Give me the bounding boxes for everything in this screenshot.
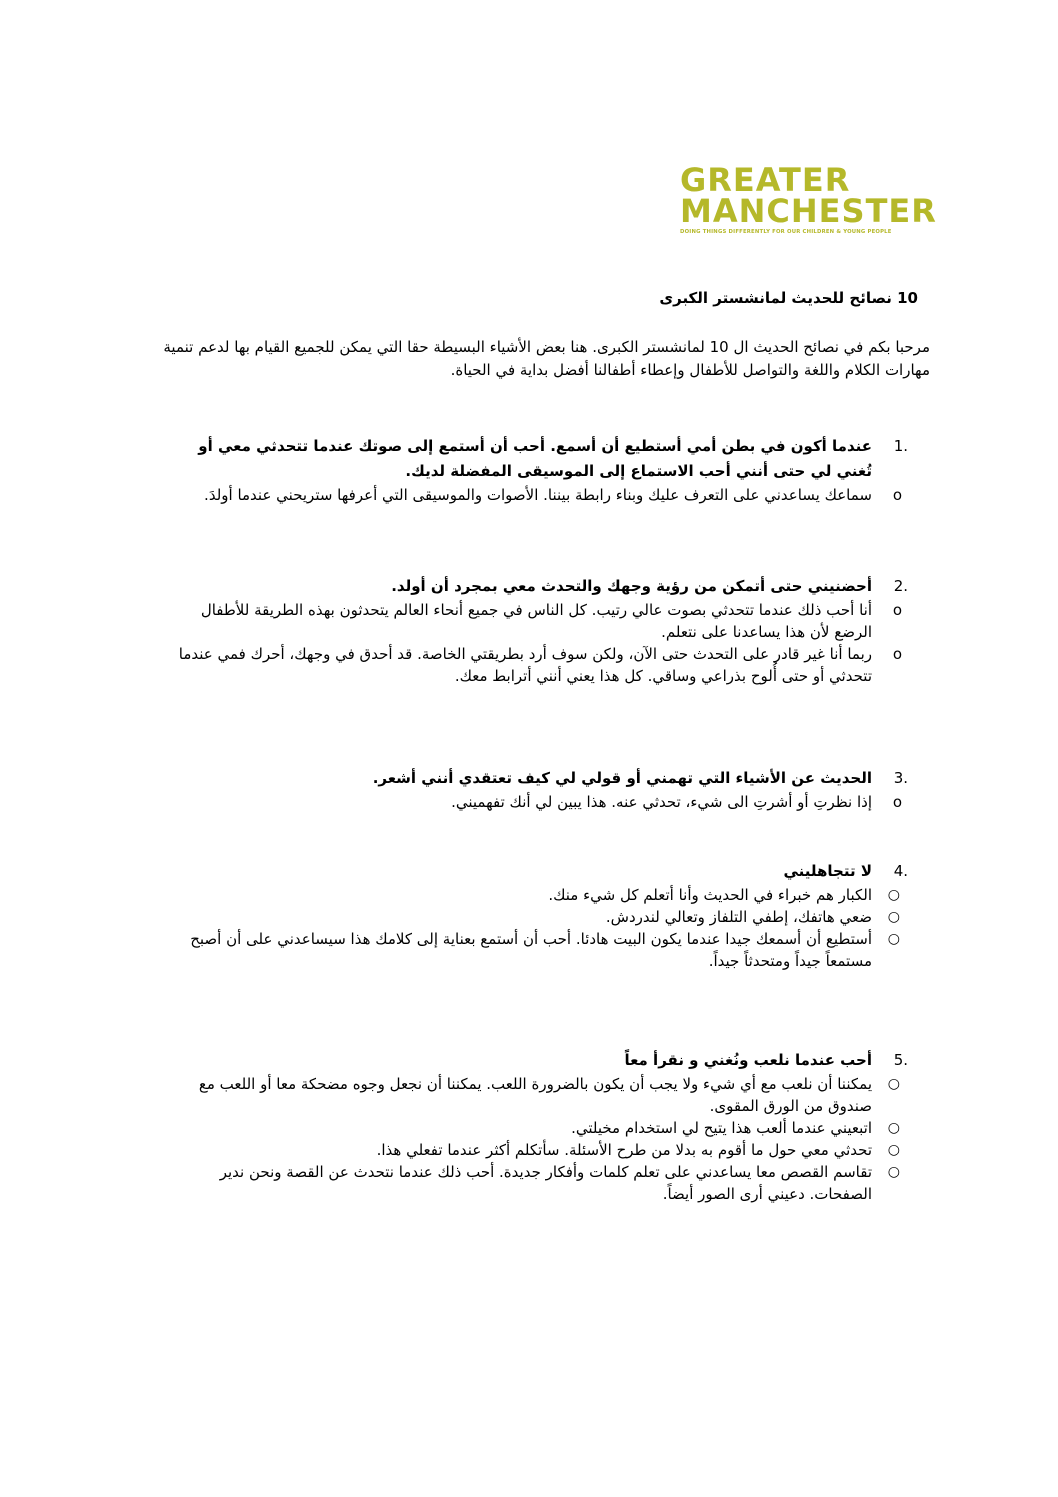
list-item <box>168 1139 908 1161</box>
tip-number: 4. <box>893 862 908 880</box>
tip-heading <box>173 766 908 791</box>
tip-heading-text: الحديث عن الأشياء التي تهمني أو قولي لي كيف تعتقدي أنني أشعر. <box>372 769 872 787</box>
tip-number: 3. <box>893 769 908 787</box>
logo-tagline: DOING THINGS DIFFERENTLY FOR OUR CHILDREN & YOUNG PEOPLE <box>680 229 892 235</box>
tip-bullet-list <box>178 484 908 506</box>
list-item-text: أنا أحب ذلك عندما تتحدثي بصوت عالي رتيب. كل الناس في جميع أنحاء العالم يتحدثون بهذه الطريقة للأطفال الرضع لأن هذا يساعدنا على نتعلم. <box>200 601 872 641</box>
intro-paragraph: مرحبا بكم في نصائح الحديث ال 10 لمانشستر الكبرى. هنا بعض الأشياء البسيطة حقا التي يمكن للجميع القيام بها لدعم تنمية مهارات الكلام واللغة والتواصل للأطفال وإعطاء أطفالنا أفضل بداية في الحياة. <box>163 338 930 379</box>
tip-heading-text: لا تتجاهليني <box>783 862 872 880</box>
list-item-text: أستطيع أن أسمعك جيدا عندما يكون البيت هادئا. أحب أن أستمع بعناية إلى كلامك هذا سيساعدني على أن أصبح مستمعاً جيداً ومتحدثاً جيداً. <box>190 930 872 970</box>
tip-heading <box>173 859 908 884</box>
tip-section-5 <box>168 1048 908 1205</box>
greater-manchester-logo <box>680 161 945 235</box>
list-item-text: سماعك يساعدني على التعرف عليك وبناء رابطة بيننا. الأصوات والموسيقى التي أعرفها ستريحني عندما أولدَ. <box>204 486 872 504</box>
logo-line-greater: GREATER <box>680 161 851 199</box>
list-item <box>168 1161 908 1205</box>
list-item-text: تحدثي معي حول ما أقوم به بدلا من طرح الأسئلة. سأتكلم أكثر عندما تفعلي هذا. <box>376 1141 872 1159</box>
tip-heading-text: أحضنيني حتى أتمكن من رؤية وجهك والتحدث معي بمجرد أن أولد. <box>391 577 872 595</box>
bullet-marker: o <box>892 793 902 811</box>
list-item <box>168 1117 908 1139</box>
tip-bullet-list <box>173 791 908 813</box>
list-item-text: تقاسم القصص معا يساعدني على تعلم كلمات وأفكار جديدة. أحب ذلك عندما نتحدث عن القصة ونحن ندير الصفحات. دعيني أرى الصور أيضاً. <box>219 1163 872 1203</box>
list-item <box>168 1073 908 1117</box>
list-item <box>173 906 908 928</box>
tip-heading <box>168 1048 908 1073</box>
bullet-marker: o <box>892 645 902 663</box>
list-item-text: إذا نظرتِ أو أشرتِ الى شيء، تحدثي عنه. هذا يبين لي أنك تفهميني. <box>451 793 872 811</box>
tip-heading <box>178 434 908 484</box>
list-item <box>178 484 908 506</box>
list-item-text: ربما أنا غير قادر على التحدث حتى الآن، ولكن سوف أرد بطريقتي الخاصة. قد أحدق في وجهك، أحرك فمي عندما تتحدثي أو حتى أُلوح بذراعي وساقي. كل هذا يعني أنني أترابط معك. <box>178 645 872 685</box>
tip-section-1 <box>178 434 908 506</box>
tip-section-2 <box>163 574 908 687</box>
tip-heading-text: أحب عندما نلعب ونُغني و نقرأ معاً <box>624 1051 872 1069</box>
bullet-marker: ○ <box>887 1142 900 1158</box>
list-item-text: يمكننا أن نلعب مع أي شيء ولا يجب أن يكون بالضرورة اللعب. يمكننا أن نجعل وجوه مضحكة معا أو اللعب مع صندوق من الورق المقوى. <box>198 1075 872 1115</box>
tip-number: 5. <box>893 1051 908 1069</box>
bullet-marker: ○ <box>887 1164 900 1180</box>
bullet-marker: ○ <box>887 909 900 925</box>
tip-number: 2. <box>893 577 908 595</box>
tip-section-3 <box>173 766 908 813</box>
tip-bullet-list <box>168 1073 908 1205</box>
bullet-marker: ○ <box>887 1120 900 1136</box>
tip-heading-text: عندما أكون في بطن أمي أستطيع أن أسمع. أحب أن أستمع إلى صوتك عندما تتحدثي معي أو تُغني لي حتى أنني أحب الاستماع إلى الموسيقى المفضلة لديك. <box>198 437 872 480</box>
tip-section-4 <box>173 859 908 972</box>
list-item <box>163 643 908 687</box>
list-item <box>173 884 908 906</box>
list-item <box>173 791 908 813</box>
tip-bullet-list <box>163 599 908 687</box>
list-item-text: ضعي هاتفك، إطفي التلفاز وتعالي لندردش. <box>605 908 872 926</box>
page-title: 10 نصائح للحديث لمانشستر الكبرى <box>659 289 918 307</box>
tip-bullet-list <box>173 884 908 972</box>
bullet-marker: ○ <box>887 887 900 903</box>
bullet-marker: o <box>892 486 902 504</box>
tip-heading <box>163 574 908 599</box>
logo-line-manchester: MANCHESTER <box>680 192 937 230</box>
list-item-text: اتبعيني عندما ألعب هذا يتيح لي استخدام مخيلتي. <box>571 1119 872 1137</box>
list-item <box>163 599 908 643</box>
tip-number: 1. <box>893 437 908 455</box>
bullet-marker: o <box>892 601 902 619</box>
list-item-text: الكبار هم خبراء في الحديث وأنا أتعلم كل شيء منك. <box>548 886 872 904</box>
bullet-marker: ○ <box>887 931 900 947</box>
bullet-marker: ○ <box>887 1076 900 1092</box>
list-item <box>173 928 908 972</box>
